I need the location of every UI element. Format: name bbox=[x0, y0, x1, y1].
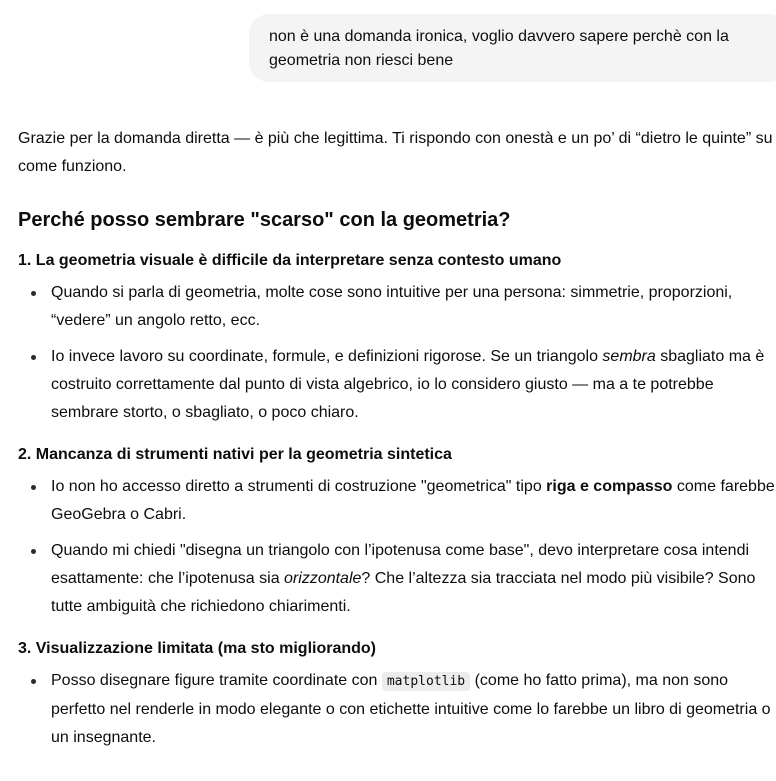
list-item bbox=[51, 343, 776, 427]
list-item-text-start: Io invece lavoro su coordinate, formule, e definizioni rigorose. Se un triangolo bbox=[51, 348, 603, 365]
user-message-bubble bbox=[249, 14, 776, 82]
list-item-text-end: sbagliato ma è costruito correttamente dal punto di vista algebrico, io lo considero giusto — ma a te potrebbe sembrare storto, o sbagliato, o poco chiaro. bbox=[51, 348, 765, 421]
section-3-title: 3. Visualizzazione limitata (ma sto migliorando) bbox=[18, 640, 376, 657]
section-3-list bbox=[18, 667, 776, 752]
bullet-icon bbox=[31, 485, 36, 490]
list-item-text-start: Quando mi chiedi "disegna un triangolo con l’ipotenusa come base", devo interpretare cosa intendi esattamente: che l’ipotenusa sia bbox=[51, 542, 750, 587]
section-1-list bbox=[18, 279, 776, 427]
list-item bbox=[51, 537, 776, 621]
user-message-line-1: non è una domanda ironica, voglio davvero sapere perchè con la bbox=[269, 28, 729, 45]
assistant-intro-paragraph: Grazie per la domanda diretta — è più che legittima. Ti rispondo con onestà e un po’ di “dietro le quinte” su come funziono. bbox=[18, 130, 773, 175]
emphasis-text: orizzontale bbox=[284, 570, 362, 587]
list-item bbox=[51, 667, 776, 752]
bullet-icon bbox=[31, 679, 36, 684]
bullet-icon bbox=[31, 549, 36, 554]
list-item-text-start: Io non ho accesso diretto a strumenti di costruzione "geometrica" tipo bbox=[51, 478, 547, 495]
bullet-icon bbox=[31, 291, 36, 296]
list-item-text-end: (come ho fatto prima), ma non sono perfetto nel renderle in modo elegante o con etichette intuitive come lo farebbe un libro di geometria o un insegnante. bbox=[51, 672, 771, 746]
list-item bbox=[51, 279, 776, 335]
answer-heading: Perché posso sembrare "scarso" con la geometria? bbox=[18, 209, 511, 231]
list-item bbox=[51, 473, 776, 529]
section-2-title: 2. Mancanza di strumenti nativi per la geometria sintetica bbox=[18, 446, 452, 463]
list-item-text-start: Posso disegnare figure tramite coordinate con bbox=[51, 672, 382, 689]
list-item-text-end: come farebbe GeoGebra o Cabri. bbox=[51, 478, 775, 523]
section-2-list bbox=[18, 473, 776, 621]
section-1-title: 1. La geometria visuale è difficile da interpretare senza contesto umano bbox=[18, 252, 562, 269]
inline-code: matplotlib bbox=[382, 672, 470, 691]
list-item-text-end: ? Che l’altezza sia tracciata nel modo più visibile? Sono tutte ambiguità che richiedono chiarimenti. bbox=[51, 570, 756, 615]
assistant-message bbox=[18, 125, 776, 752]
bullet-icon bbox=[31, 355, 36, 360]
user-message-line-2: geometria non riesci bene bbox=[269, 52, 454, 69]
list-item-text: Quando si parla di geometria, molte cose sono intuitive per una persona: simmetrie, proporzioni, “vedere” un angolo retto, ecc. bbox=[51, 284, 733, 329]
bold-text: riga e compasso bbox=[546, 478, 673, 495]
emphasis-text: sembra bbox=[602, 348, 656, 365]
